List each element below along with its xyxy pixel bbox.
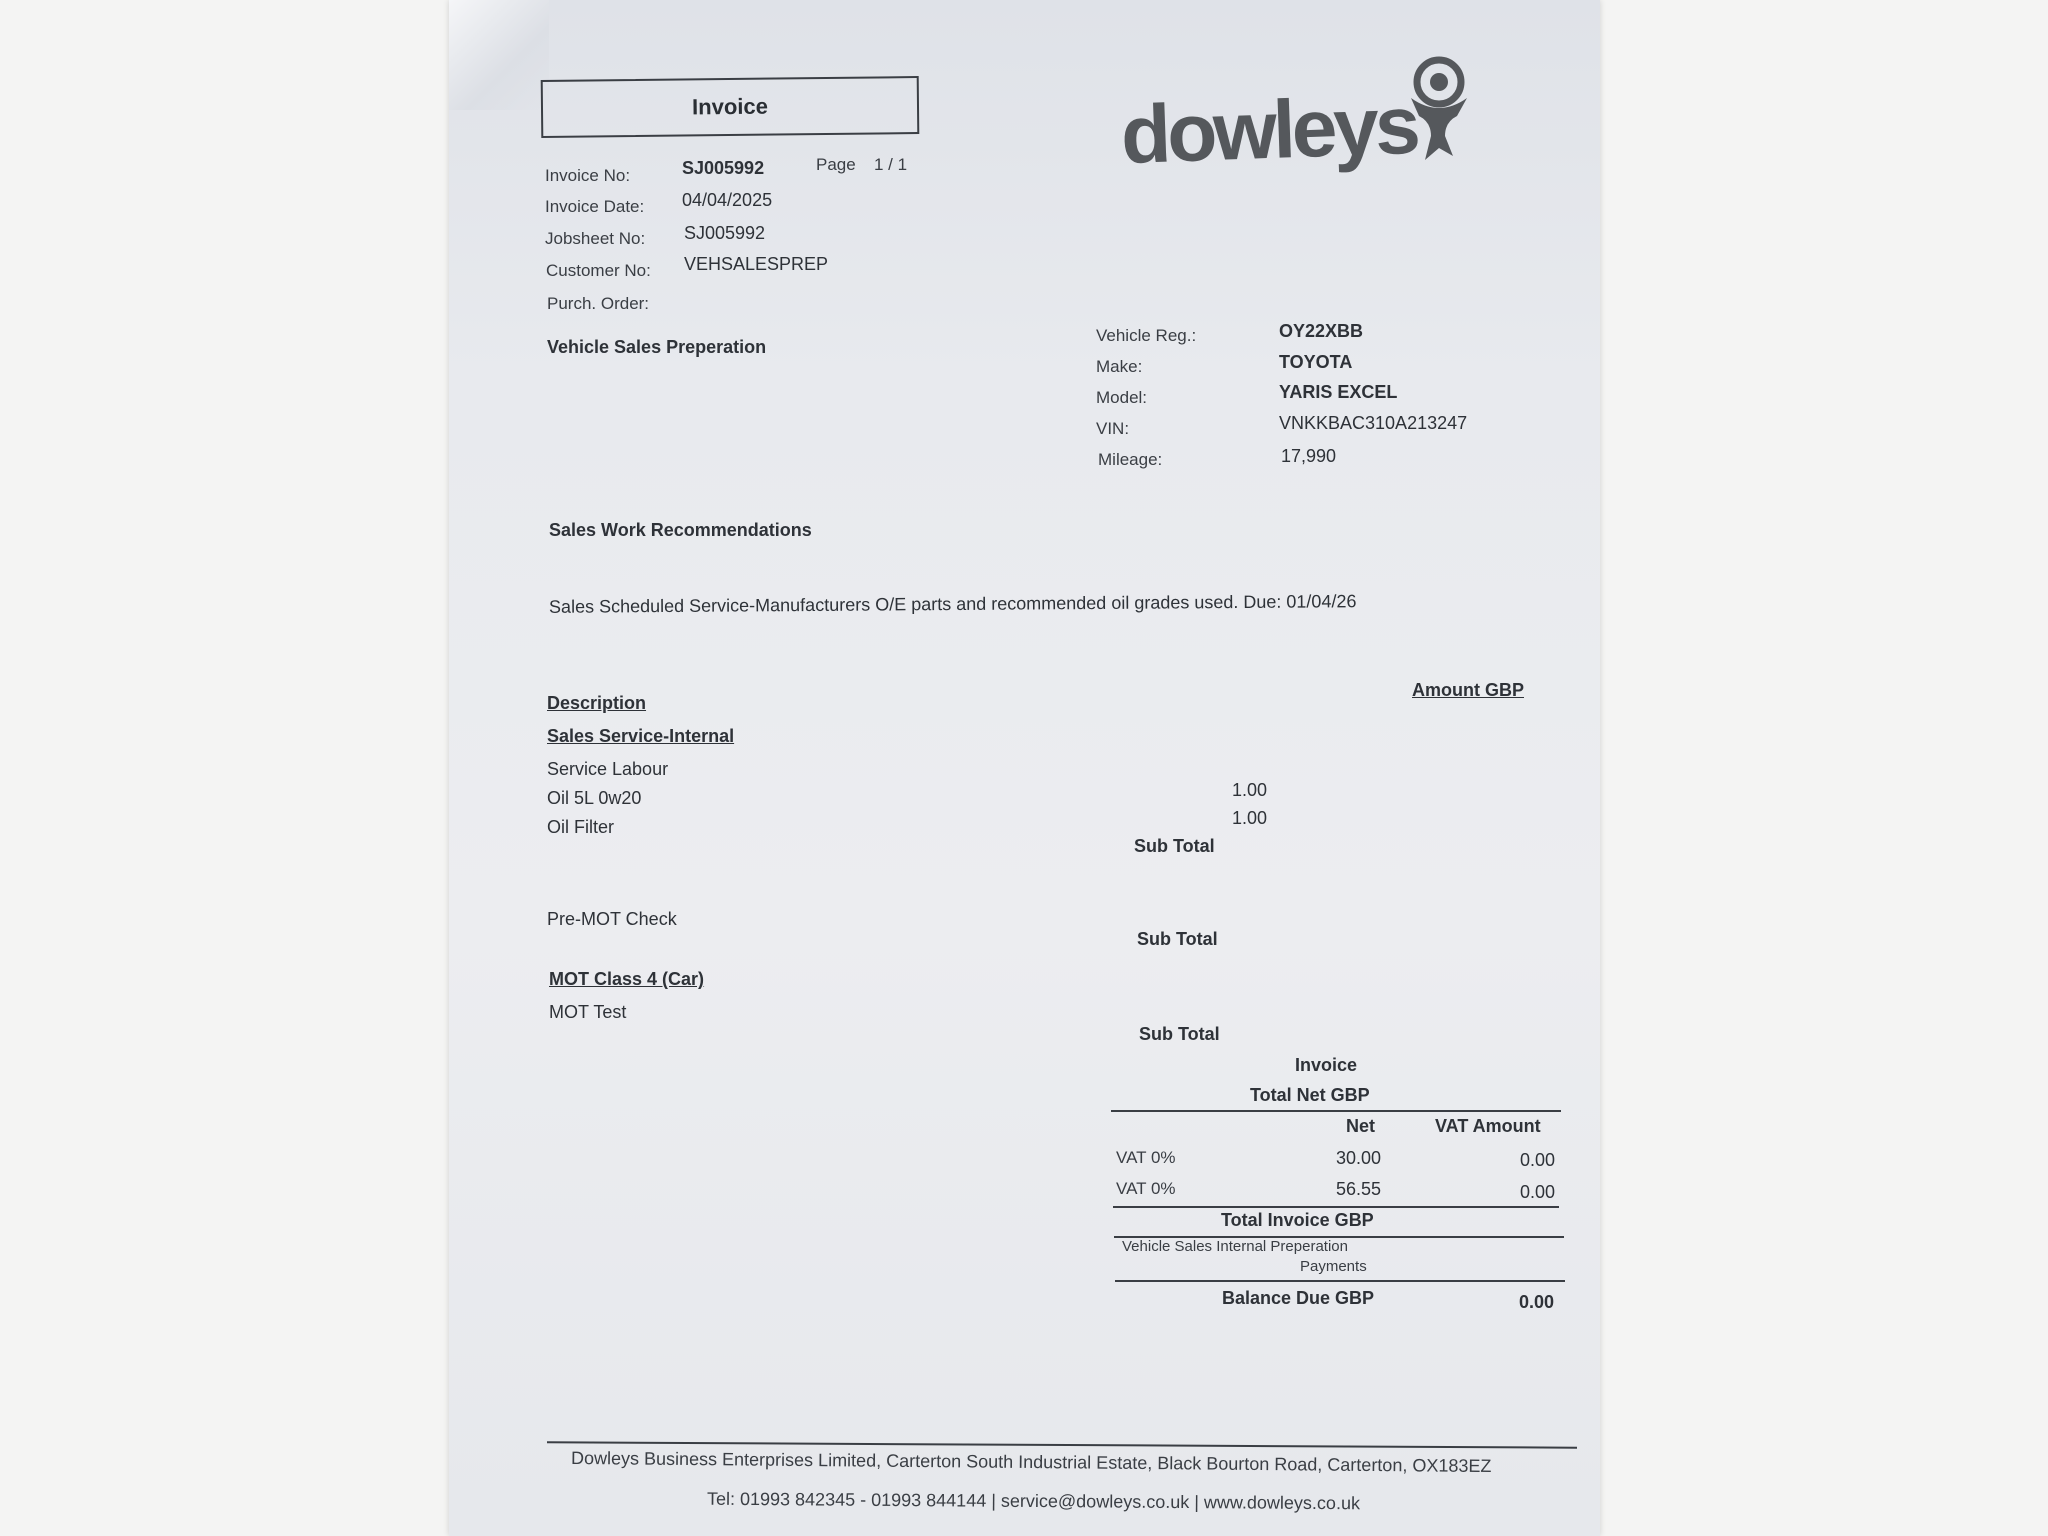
footer-address: Dowleys Business Enterprises Limited, Carterton South Industrial Estate, Black Bourton Road, Carterton, OX183EZ: [570, 1447, 1492, 1477]
jobsheet-value: SJ005992: [684, 223, 766, 243]
subtotal-label: Sub Total: [1137, 929, 1218, 949]
invoice-no-value: SJ005992: [682, 158, 765, 178]
description-heading: Description: [547, 693, 647, 713]
totals-invoice-label: Invoice: [1295, 1055, 1358, 1075]
customer-value: VEHSALESPREP: [684, 254, 829, 274]
vin-label: VIN:: [1096, 419, 1130, 438]
model-value: YARIS EXCEL: [1279, 382, 1398, 402]
make-label: Make:: [1096, 357, 1143, 376]
footer-rule: [547, 1441, 1577, 1448]
line-item: Oil Filter: [547, 817, 614, 837]
subtotal-label: Sub Total: [1134, 836, 1215, 856]
invoice-title-box: Invoice: [541, 76, 920, 138]
recommendations-heading: Sales Work Recommendations: [549, 520, 812, 540]
jobsheet-label: Jobsheet No:: [545, 229, 646, 248]
totals-rule: [1115, 1280, 1565, 1282]
line-item: Service Labour: [547, 759, 669, 779]
total-net-label: Total Net GBP: [1250, 1085, 1370, 1105]
balance-due-value: 0.00: [1518, 1292, 1554, 1312]
customer-label: Customer No:: [546, 261, 651, 280]
line-item: Pre-MOT Check: [547, 909, 677, 929]
invoice-date-value: 04/04/2025: [682, 190, 773, 210]
logo-figure-icon: [1399, 56, 1479, 166]
amount-heading: Amount GBP: [1412, 680, 1524, 700]
page-fold: [449, 0, 549, 110]
line-item: MOT Test: [549, 1002, 627, 1022]
vehicle-reg-value: OY22XBB: [1279, 321, 1364, 341]
subtotal-label: Sub Total: [1139, 1024, 1220, 1044]
payments-label: Payments: [1300, 1258, 1367, 1275]
vat-rate: VAT 0%: [1116, 1148, 1176, 1167]
payments-description: Vehicle Sales Internal Preperation: [1122, 1238, 1348, 1255]
purch-order-label: Purch. Order:: [547, 294, 650, 313]
page-label: Page: [816, 155, 856, 174]
invoice-document: [449, 0, 1600, 1536]
recommendations-text: Sales Scheduled Service-Manufacturers O/E parts and recommended oil grades used. Due: 01/04/26: [548, 591, 1357, 617]
totals-rule: [1111, 1110, 1561, 1112]
vat-row-amount: 0.00: [1519, 1150, 1555, 1170]
net-column-header: Net: [1346, 1116, 1376, 1136]
vin-value: VNKKBAC310A213247: [1279, 413, 1468, 433]
section-title-sales-service: Sales Service-Internal: [547, 726, 735, 746]
totals-rule: [1113, 1206, 1559, 1208]
vat-column-header: VAT Amount: [1435, 1116, 1541, 1136]
balance-due-label: Balance Due GBP: [1222, 1288, 1375, 1308]
section-title-mot: MOT Class 4 (Car): [549, 969, 705, 989]
vehicle-reg-label: Vehicle Reg.:: [1096, 326, 1197, 345]
total-invoice-label: Total Invoice GBP: [1221, 1210, 1374, 1230]
invoice-no-label: Invoice No:: [545, 166, 631, 185]
mileage-value: 17,990: [1281, 446, 1337, 466]
line-item-qty: 1.00: [1231, 808, 1267, 828]
vat-row-net: 56.55: [1335, 1179, 1381, 1199]
vat-rate: VAT 0%: [1116, 1179, 1176, 1198]
dowleys-logo: [1121, 56, 1501, 186]
page-value: 1 / 1: [874, 155, 908, 174]
make-value: TOYOTA: [1279, 352, 1353, 372]
logo-wordmark: dowleys: [1119, 79, 1419, 182]
model-label: Model:: [1096, 388, 1148, 407]
mileage-label: Mileage:: [1098, 450, 1163, 469]
customer-name: Vehicle Sales Preperation: [547, 337, 767, 357]
vat-row-amount: 0.00: [1519, 1182, 1555, 1202]
invoice-date-label: Invoice Date:: [545, 197, 645, 216]
footer-contact: Tel: 01993 842345 - 01993 844144 | service@dowleys.co.uk | www.dowleys.co.uk: [706, 1488, 1361, 1514]
vat-row-net: 30.00: [1335, 1148, 1381, 1168]
line-item: Oil 5L 0w20: [547, 788, 642, 808]
line-item-qty: 1.00: [1231, 780, 1267, 800]
